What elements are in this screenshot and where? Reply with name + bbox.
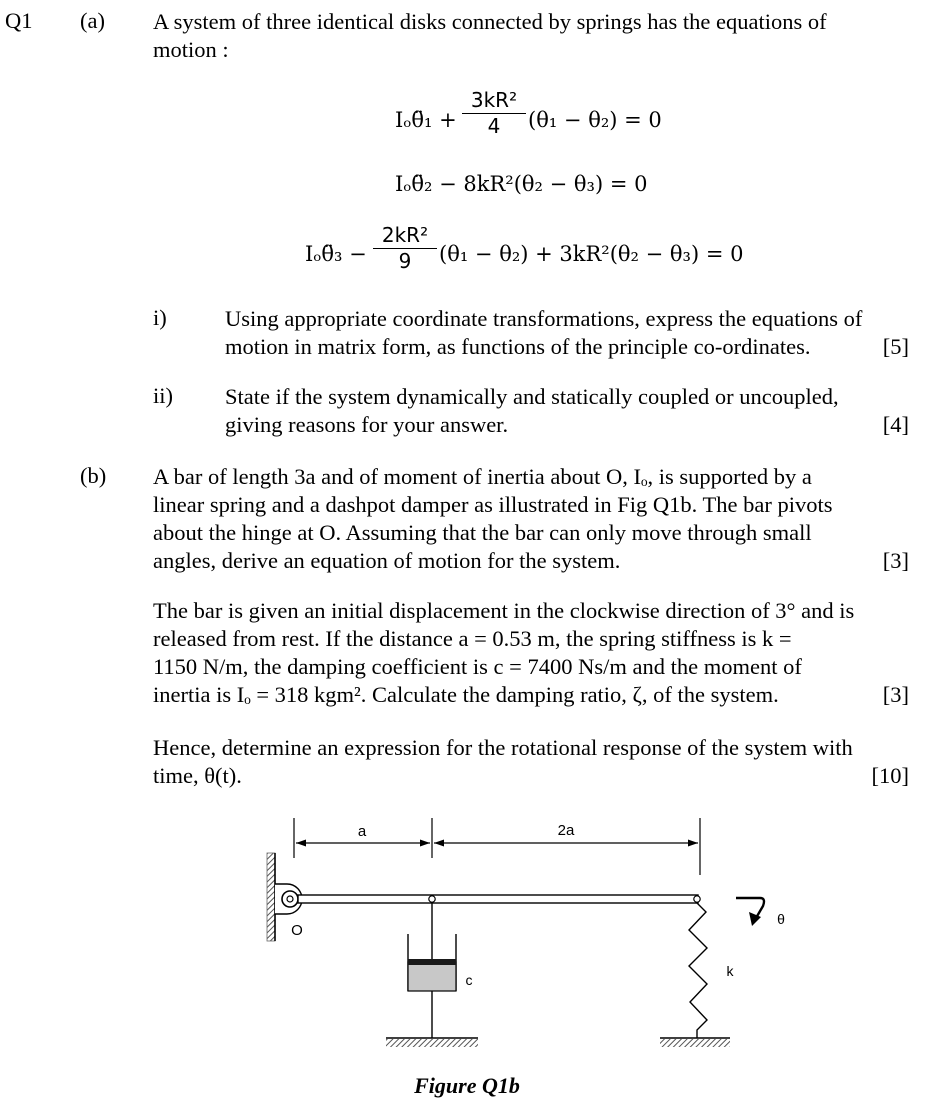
subpart-ii-line2: giving reasons for your answer. (225, 412, 509, 437)
part-a-intro-line1: A system of three identical disks connected by springs has the equations of (153, 9, 827, 34)
part-b-p3-line1: Hence, determine an expression for the rotational response of the system with (153, 735, 853, 760)
damper-ground-hatch (386, 1039, 478, 1047)
part-b-p2-line4: inertia is Iₒ = 318 kgm². Calculate the damping ratio, ζ, of the system. (153, 682, 779, 707)
dimension-a (296, 840, 430, 847)
equation-3-denominator: 9 (398, 249, 412, 273)
part-b-p1-line2: linear spring and a dashpot damper as illustrated in Fig Q1b. The bar pivots (153, 492, 833, 517)
subpart-i-line2: motion in matrix form, as functions of the principle co-ordinates. (225, 334, 811, 359)
part-b-p1-line4: angles, derive an equation of motion for the system. (153, 548, 621, 573)
part-b-p1-line1: A bar of length 3a and of moment of inertia about O, Iₒ, is supported by a (153, 464, 812, 489)
part-b-p2-marks: [3] (882, 682, 909, 707)
part-b-label: (b) (80, 463, 107, 488)
part-b-p2-line3: 1150 N/m, the damping coefficient is c = 7400 Ns/m and the moment of (153, 654, 802, 679)
part-b-p3-marks: [10] (871, 763, 909, 788)
equation-1-left: Iₒθ̈₁ + (395, 108, 457, 132)
equation-1-denominator: 4 (487, 114, 501, 138)
angle-label-theta: θ (777, 911, 785, 927)
dimension-2a (434, 840, 698, 847)
subpart-i-line1: Using appropriate coordinate transformations, express the equations of (225, 306, 863, 331)
spring (689, 903, 707, 1038)
subpart-i-label: i) (153, 305, 167, 330)
part-b-p2-line1: The bar is given an initial displacement in the clockwise direction of 3° and is (153, 598, 855, 623)
damper-label-c: c (465, 972, 473, 988)
dimension-a-label: a (357, 823, 367, 840)
spring-ground-hatch (660, 1039, 730, 1047)
subpart-i-marks: [5] (882, 334, 909, 359)
rotation-arrow-icon (736, 898, 764, 926)
wall-hatch (267, 853, 275, 941)
subpart-ii-line1: State if the system dynamically and statically coupled or uncoupled, (225, 384, 839, 409)
equation-1-numerator: 3kR² (462, 88, 526, 114)
pivot-label-o: O (291, 922, 303, 939)
part-a-label: (a) (80, 8, 105, 33)
spring-label-k: k (726, 963, 734, 979)
part-b-p1-line3: about the hinge at O. Assuming that the bar can only move through small (153, 520, 812, 545)
figure-caption: Figure Q1b (414, 1073, 520, 1098)
question-number: Q1 (5, 8, 33, 33)
dimension-2a-label: 2a (557, 822, 575, 839)
equation-1-right: (θ₁ − θ₂) = 0 (528, 108, 662, 132)
pivot-pin (287, 896, 293, 902)
part-a-intro-line2: motion : (153, 37, 229, 62)
equation-3-left: Iₒθ̈₃ − (305, 242, 367, 266)
equation-3-numerator: 2kR² (373, 223, 437, 249)
part-b-p2-line2: released from rest. If the distance a = 0.53 m, the spring stiffness is k = (153, 626, 792, 651)
bar (298, 895, 698, 903)
equation-2: Iₒθ̈₂ − 8kR²(θ₂ − θ₃) = 0 (395, 172, 648, 196)
spring-attachment-point (694, 896, 700, 902)
subpart-ii-label: ii) (153, 383, 173, 408)
subpart-ii-marks: [4] (882, 412, 909, 437)
part-b-p1-marks: [3] (882, 548, 909, 573)
damper-attachment-point (429, 896, 435, 902)
part-b-p3-line2: time, θ(t). (153, 763, 242, 788)
equation-3-right: (θ₁ − θ₂) + 3kR²(θ₂ − θ₃) = 0 (439, 242, 744, 266)
